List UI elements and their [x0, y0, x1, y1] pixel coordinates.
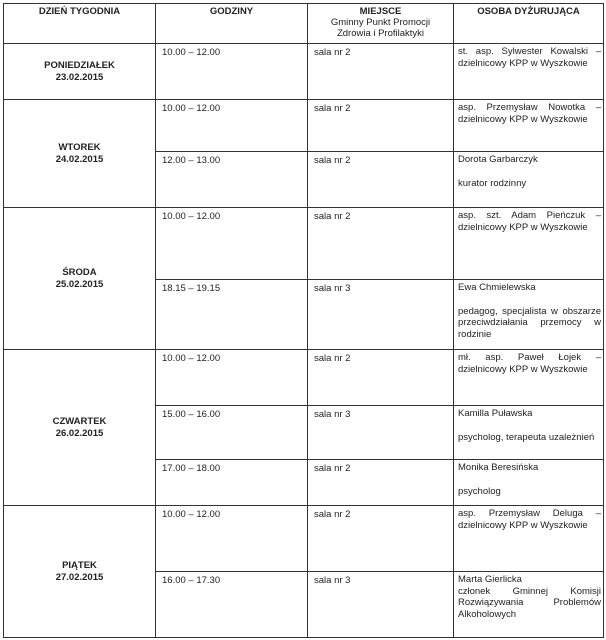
person-cell — [454, 506, 604, 572]
day-name: CZWARTEK — [52, 415, 107, 427]
table-row — [4, 44, 604, 100]
place-cell: sala nr 2 — [308, 100, 454, 152]
day-date: 24.02.2015 — [55, 153, 104, 165]
day-cell-wednesday — [4, 208, 156, 350]
person-cell — [454, 100, 604, 152]
person-name: Marta Gierlicka — [458, 574, 522, 585]
person-role: psycholog, terapeuta uzależnień — [458, 431, 595, 443]
table-row — [4, 100, 604, 152]
time-cell: 10.00 – 12.00 — [156, 350, 308, 406]
header-place-sub2: Zdrowia i Profilaktyki — [336, 28, 425, 39]
place-cell: sala nr 2 — [308, 152, 454, 208]
person-role: kurator rodzinny — [458, 177, 527, 189]
header-place-title: MIEJSCE — [359, 6, 402, 17]
place-cell: sala nr 2 — [308, 350, 454, 406]
day-date: 26.02.2015 — [55, 427, 104, 439]
day-date: 25.02.2015 — [55, 278, 104, 290]
day-name: ŚRODA — [62, 266, 97, 278]
header-person: OSOBA DYŻURUJĄCA — [454, 4, 604, 44]
time-cell: 16.00 – 17.30 — [156, 572, 308, 638]
person-name: asp. Przemysław Nowotka – dzielnicowy KPP w Wyszkowie — [458, 102, 601, 125]
time-cell: 10.00 – 12.00 — [156, 44, 308, 100]
table-row — [4, 350, 604, 406]
person-cell — [454, 350, 604, 406]
person-cell — [454, 44, 604, 100]
place-cell: sala nr 3 — [308, 406, 454, 460]
day-date: 23.02.2015 — [55, 71, 104, 83]
place-cell: sala nr 2 — [308, 506, 454, 572]
person-name: asp. Przemysław Deluga – dzielnicowy KPP w Wyszkowie — [458, 508, 601, 531]
time-cell: 18.15 – 19.15 — [156, 280, 308, 350]
person-cell — [454, 152, 604, 208]
person-name: mł. asp. Paweł Łojek – dzielnicowy KPP w Wyszkowie — [458, 352, 601, 375]
day-cell-monday — [4, 44, 156, 100]
place-cell: sala nr 2 — [308, 460, 454, 506]
person-cell — [454, 460, 604, 506]
day-cell-thursday — [4, 350, 156, 506]
person-role: psycholog — [458, 485, 501, 497]
person-cell — [454, 406, 604, 460]
place-cell: sala nr 2 — [308, 208, 454, 280]
person-cell — [454, 208, 604, 280]
person-cell — [454, 572, 604, 638]
person-name: Kamilla Puławska — [458, 408, 533, 419]
person-cell — [454, 280, 604, 350]
day-date: 27.02.2015 — [55, 571, 104, 583]
place-cell: sala nr 2 — [308, 44, 454, 100]
time-cell: 15.00 – 16.00 — [156, 406, 308, 460]
time-cell: 10.00 – 12.00 — [156, 506, 308, 572]
place-cell: sala nr 3 — [308, 572, 454, 638]
time-cell: 17.00 – 18.00 — [156, 460, 308, 506]
time-cell: 10.00 – 12.00 — [156, 208, 308, 280]
time-cell: 12.00 – 13.00 — [156, 152, 308, 208]
day-cell-tuesday — [4, 100, 156, 208]
person-name: st. asp. Sylwester Kowalski – dzielnicowy KPP w Wyszkowie — [458, 46, 601, 69]
day-name: PIĄTEK — [62, 559, 97, 571]
time-cell: 10.00 – 12.00 — [156, 100, 308, 152]
header-place — [308, 4, 454, 44]
table-row — [4, 506, 604, 572]
person-name: asp. szt. Adam Pieńczuk – dzielnicowy KPP w Wyszkowie — [458, 210, 601, 233]
day-cell-friday — [4, 506, 156, 638]
person-role: członek Gminnej Komisji Rozwiązywania Problemów Alkoholowych — [458, 585, 601, 620]
header-time: GODZINY — [156, 4, 308, 44]
duty-schedule-table — [3, 3, 604, 638]
place-cell: sala nr 3 — [308, 280, 454, 350]
person-role: pedagog, specjalista w obszarze przeciwdziałania przemocy w rodzinie — [458, 305, 601, 340]
day-name: PONIEDZIAŁEK — [44, 59, 115, 71]
person-name: Monika Beresińska — [458, 462, 539, 473]
person-name: Ewa Chmielewska — [458, 282, 536, 293]
day-name: WTOREK — [58, 141, 101, 153]
table-row — [4, 208, 604, 280]
person-name: Dorota Garbarczyk — [458, 154, 538, 165]
header-day: DZIEŃ TYGODNIA — [4, 4, 156, 44]
header-row — [4, 4, 604, 44]
header-place-sub1: Gminny Punkt Promocji — [330, 17, 431, 28]
